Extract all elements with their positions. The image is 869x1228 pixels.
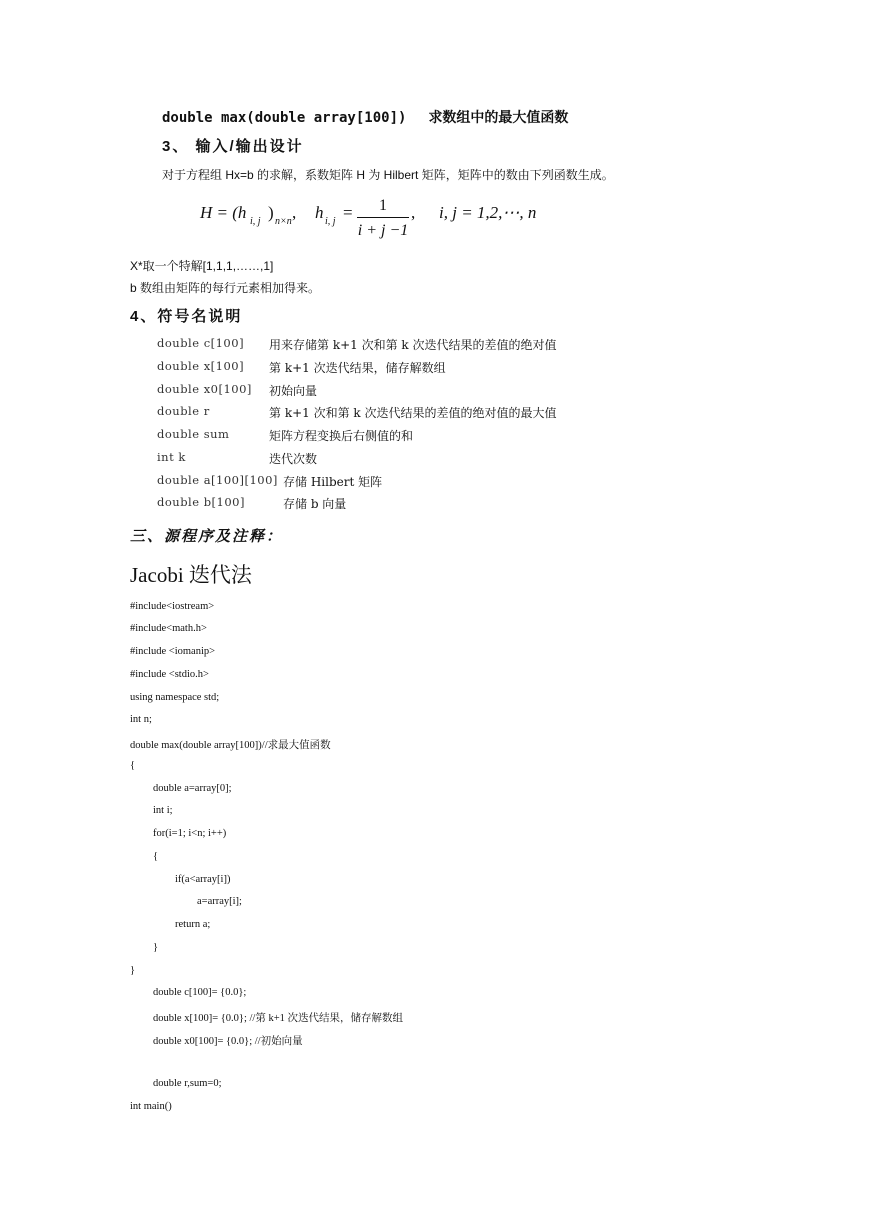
symbol-row [157, 382, 318, 398]
formula-sub-ij-2: i, j [325, 216, 336, 227]
formula-sub-nxn: n×n [275, 216, 292, 227]
formula-fraction [357, 196, 409, 241]
symbol-code: int k [157, 450, 186, 464]
symbol-code: double c[100] [157, 336, 245, 350]
symbol-row [157, 427, 414, 443]
section-4-title: 4、符号名说明 [130, 308, 243, 325]
function-signature: double max(double array[100]) [162, 110, 407, 126]
formula-lhs: H = (h [200, 203, 247, 222]
code-line: { [130, 760, 136, 771]
code-line: int i; [153, 805, 173, 816]
code-line: } [153, 942, 159, 953]
code-line: double r,sum=0; [153, 1078, 222, 1089]
symbol-code: double a[100][100] [157, 473, 278, 487]
code-line: a=array[i]; [197, 896, 242, 907]
code-line: double x[100]= {0.0}; //第 k+1 次迭代结果，储存解数组 [153, 1013, 403, 1024]
fraction-numerator: 1 [379, 197, 387, 214]
symbol-code: double b[100] [157, 495, 245, 509]
code-line: using namespace std; [130, 692, 220, 703]
symbol-desc: 初始向量 [269, 384, 318, 398]
code-line: double max(double array[100])//求最大值函数 [130, 740, 331, 751]
symbol-row [157, 450, 318, 466]
code-line: int main() [130, 1101, 172, 1112]
code-line: double x0[100]= {0.0}; //初始向量 [153, 1036, 303, 1047]
formula-range: i, j = 1,2,⋯, n [439, 203, 537, 222]
symbol-code: double r [157, 404, 210, 418]
section-3-text: 对于方程组 Hx=b 的求解，系数矩阵 H 为 Hilbert 矩阵，矩阵中的数由下列函数生成。 [162, 168, 614, 182]
symbol-row [157, 404, 557, 420]
code-line: #include <stdio.h> [130, 669, 209, 680]
symbol-row [157, 336, 557, 352]
symbol-desc: 第 k+1 次迭代结果，储存解数组 [269, 361, 446, 375]
symbol-row [157, 359, 446, 375]
symbol-code: double sum [157, 427, 230, 441]
symbol-row [157, 473, 383, 489]
fraction-bar [357, 217, 409, 218]
section-3-title: 3、 输入/输出设计 [162, 138, 304, 155]
code-line: } [130, 965, 136, 976]
code-line: #include<math.h> [130, 623, 207, 634]
code-line: return a; [175, 919, 211, 930]
symbol-desc: 存储 Hilbert 矩阵 [283, 475, 383, 489]
source-section-title: 三、源程序及注释： [130, 528, 284, 545]
function-heading [162, 107, 568, 127]
symbol-code: double x[100] [157, 359, 245, 373]
symbol-desc: 存储 b 向量 [283, 497, 347, 511]
fraction-denominator: i + j −1 [357, 222, 409, 239]
code-line: double c[100]= {0.0}; [153, 987, 247, 998]
code-line: if(a<array[i]) [175, 874, 231, 885]
code-line: #include<iostream> [130, 601, 215, 612]
symbol-desc: 用来存储第 k+1 次和第 k 次迭代结果的差值的绝对值 [269, 338, 557, 352]
formula-comma-1: , [292, 203, 297, 222]
jacobi-title: Jacobi 迭代法 [130, 563, 252, 587]
symbol-desc: 第 k+1 次和第 k 次迭代结果的差值的绝对值的最大值 [269, 406, 557, 420]
code-line: { [153, 851, 159, 862]
note-particular-solution: X*取一个特解[1,1,1,……,1] [130, 259, 274, 273]
formula-h: h [315, 203, 324, 222]
symbol-row [157, 495, 347, 511]
formula-sub-ij: i, j [250, 216, 261, 227]
symbol-desc: 迭代次数 [269, 452, 318, 466]
symbol-code: double x0[100] [157, 382, 252, 396]
code-line: double a=array[0]; [153, 783, 232, 794]
code-line: int n; [130, 714, 152, 725]
formula-paren: ) [268, 203, 274, 222]
formula-comma-2: , [411, 203, 416, 222]
note-b-array: b 数组由矩阵的每行元素相加得来。 [130, 281, 321, 295]
formula-equals: = [343, 203, 353, 222]
code-line: #include <iomanip> [130, 646, 216, 657]
function-description: 求数组中的最大值函数 [428, 109, 569, 125]
code-line: for(i=1; i<n; i++) [153, 828, 227, 839]
symbol-desc: 矩阵方程变换后右侧值的和 [269, 429, 414, 443]
